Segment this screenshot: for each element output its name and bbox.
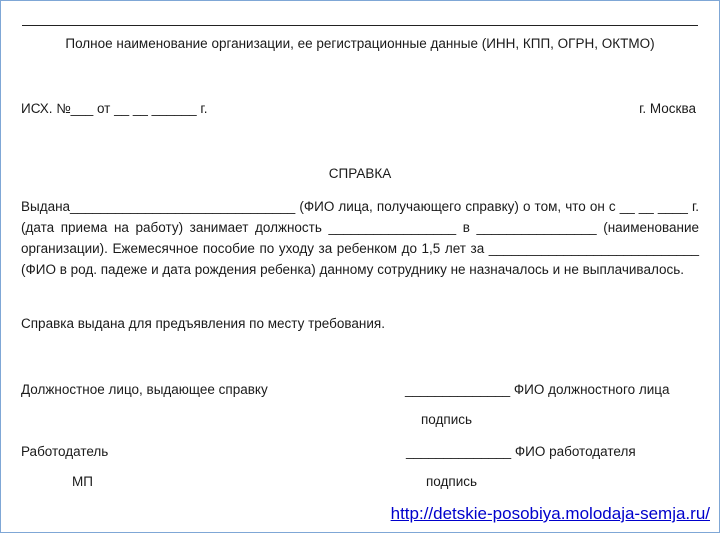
employer-label: Работодатель (21, 444, 109, 459)
body-paragraph-main: Выдана______________________________ (ФИО лица, получающего справку) о том, что он с __ __ ____ г. (дата приема на работу) занимает должность _________________ в ________________ (наименование организации). Ежемесячное пособие по уходу за ребенком до 1,5 лет за ____________________________ (ФИО в род. падеже и дата рождения ребенка) данному сотруднику не назначалось и не выплачивалось. (21, 199, 699, 277)
body-paragraph-purpose: Справка выдана для предъявления по месту требования. (21, 316, 385, 331)
official-name-line: ______________ ФИО должностного лица (405, 382, 670, 397)
reference-number: ИСХ. №___ от __ __ ______ г. (21, 101, 208, 116)
organization-label: Полное наименование организации, ее регистрационные данные (ИНН, КПП, ОГРН, ОКТМО) (65, 36, 655, 51)
stamp-placeholder: МП (72, 474, 93, 489)
official-label: Должностное лицо, выдающее справку (21, 382, 268, 397)
city: г. Москва (639, 101, 696, 116)
employer-signature-caption: подпись (426, 474, 478, 489)
source-link[interactable]: http://detskie-posobiya.molodaja-semja.ru/ (390, 504, 710, 523)
organization-fill-line (22, 25, 698, 26)
document-title: СПРАВКА (328, 166, 392, 181)
official-signature-caption: подпись (421, 412, 473, 427)
employer-name-line: ______________ ФИО работодателя (406, 444, 636, 459)
